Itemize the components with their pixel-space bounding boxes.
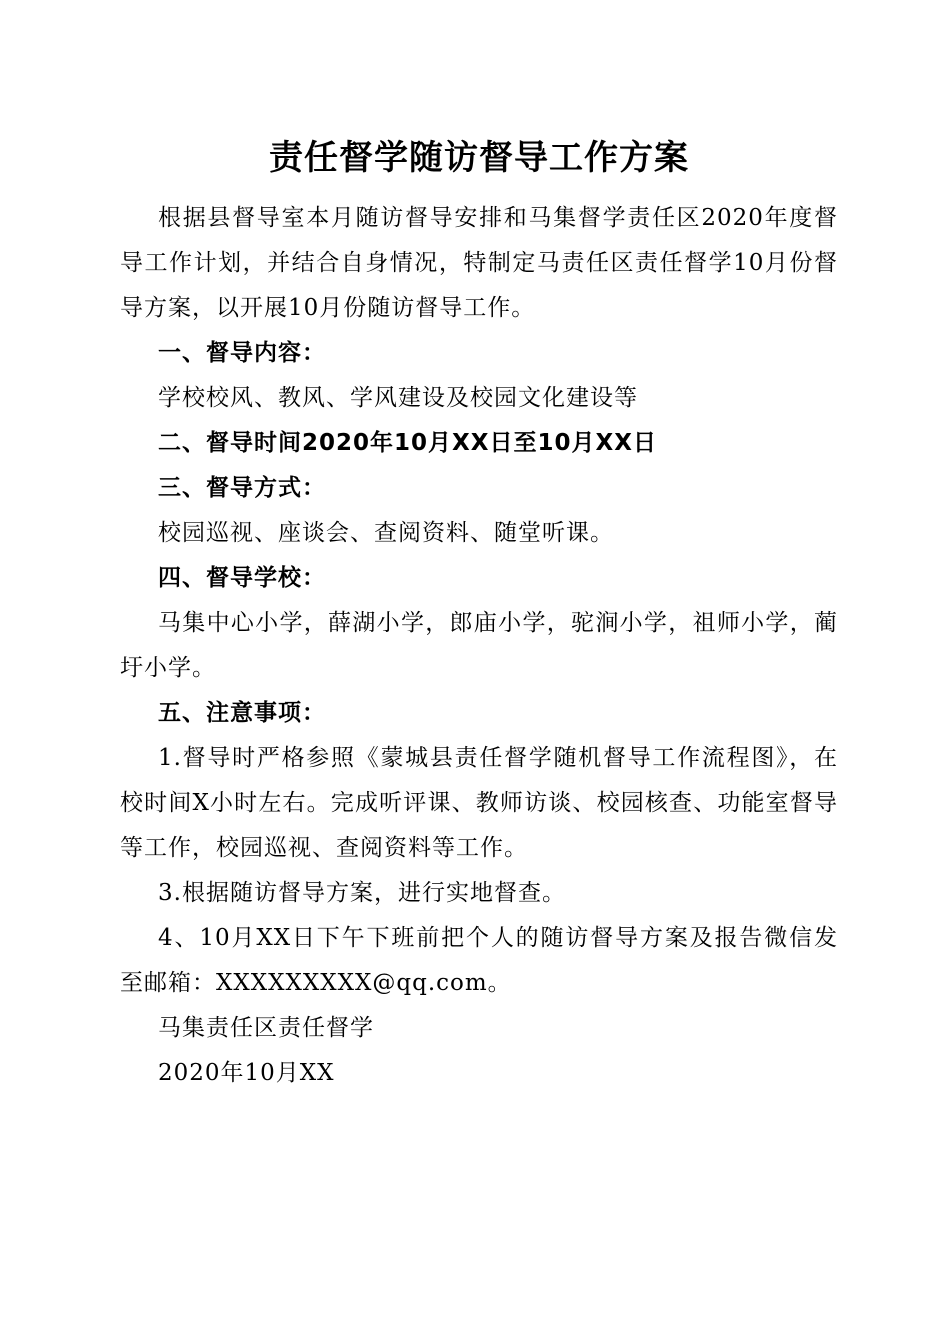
signature: 马集责任区责任督学 (158, 1015, 374, 1041)
section-heading-schools: 四、督导学校： (158, 565, 326, 591)
note-item-3: 3.根据随访督导方案，进行实地督查。 (158, 880, 566, 906)
note-item-4: 4、10月XX日下午下班前把个人的随访督导方案及报告微信发至邮箱：XXXXXXXXX@qq.com。 (120, 925, 838, 996)
document-page (120, 128, 838, 1096)
section-heading-content: 一、督导内容： (158, 340, 326, 366)
section-heading-method: 三、督导方式： (158, 475, 326, 501)
document-title: 责任督学随访督导工作方案 (269, 138, 689, 178)
intro-paragraph: 根据县督导室本月随访督导安排和马集督学责任区2020年度督导工作计划，并结合自身情况，特制定马责任区责任督学10月份督导方案，以开展10月份随访督导工作。 (120, 205, 838, 321)
section-heading-notes: 五、注意事项： (158, 700, 326, 726)
section-body-method: 校园巡视、座谈会、查阅资料、随堂听课。 (158, 520, 614, 546)
signature-date: 2020年10月XX (158, 1060, 335, 1086)
note-item-1: 1.督导时严格参照《蒙城县责任督学随机督导工作流程图》，在校时间X小时左右。完成听评课、教师访谈、校园核查、功能室督导等工作，校园巡视、查阅资料等工作。 (120, 745, 838, 861)
section-body-schools: 马集中心小学，薛湖小学，郎庙小学，驼涧小学，祖师小学，蔺圩小学。 (120, 610, 838, 681)
section-body-content: 学校校风、教风、学风建设及校园文化建设等 (158, 385, 638, 411)
section-heading-time: 二、督导时间2020年10月XX日至10月XX日 (158, 430, 657, 456)
